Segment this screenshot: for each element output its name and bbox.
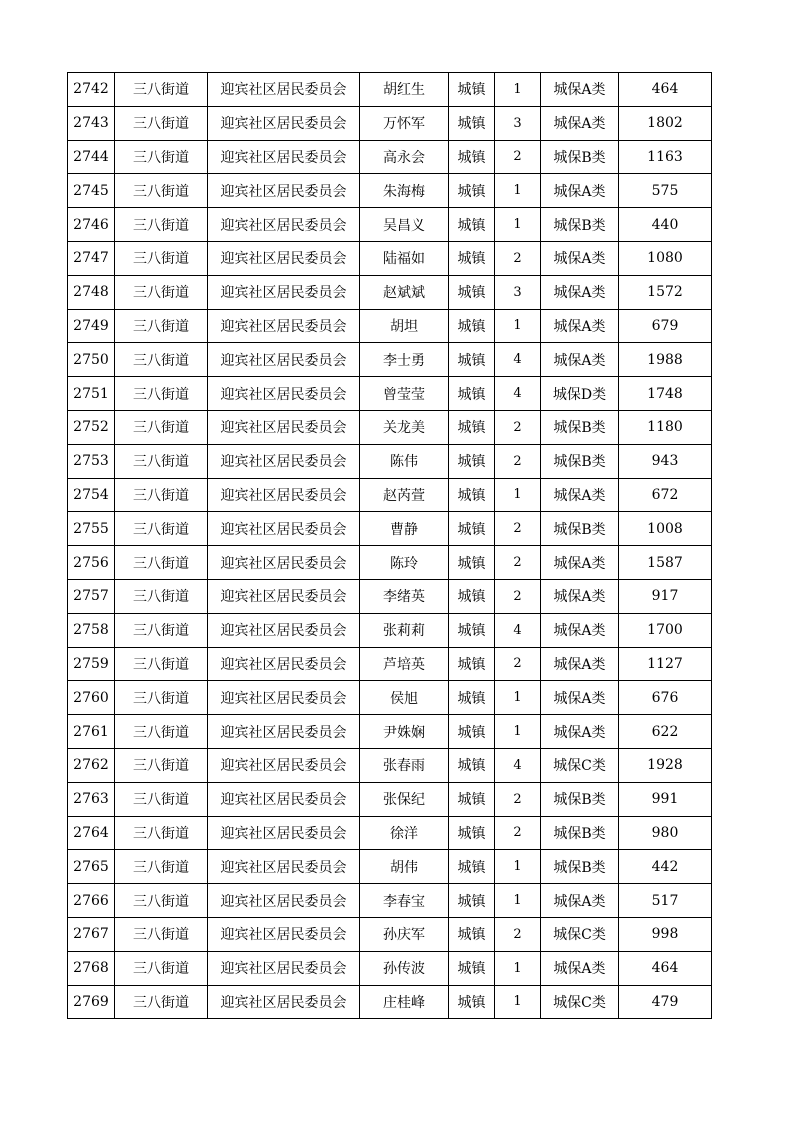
amount-cell: 991: [619, 782, 712, 816]
area-type-cell: 城镇: [449, 782, 495, 816]
street-cell: 三八街道: [115, 748, 208, 782]
table-row: [68, 951, 712, 985]
area-type-cell: 城镇: [449, 884, 495, 918]
area-type-cell: 城镇: [449, 140, 495, 174]
household-count-cell: 1: [495, 850, 541, 884]
person-name-cell: 徐洋: [360, 816, 449, 850]
amount-cell: 1587: [619, 546, 712, 580]
table-row: [68, 985, 712, 1019]
street-cell: 三八街道: [115, 850, 208, 884]
household-count-cell: 2: [495, 546, 541, 580]
table-row: [68, 917, 712, 951]
person-name-cell: 赵斌斌: [360, 275, 449, 309]
household-count-cell: 4: [495, 343, 541, 377]
household-count-cell: 1: [495, 715, 541, 749]
area-type-cell: 城镇: [449, 309, 495, 343]
area-type-cell: 城镇: [449, 985, 495, 1019]
record-id-cell: 2745: [68, 174, 115, 208]
area-type-cell: 城镇: [449, 579, 495, 613]
amount-cell: 622: [619, 715, 712, 749]
household-count-cell: 1: [495, 951, 541, 985]
table-row: [68, 241, 712, 275]
area-type-cell: 城镇: [449, 444, 495, 478]
area-type-cell: 城镇: [449, 512, 495, 546]
committee-cell: 迎宾社区居民委员会: [208, 985, 360, 1019]
category-cell: 城保A类: [541, 647, 619, 681]
committee-cell: 迎宾社区居民委员会: [208, 275, 360, 309]
record-id-cell: 2762: [68, 748, 115, 782]
household-count-cell: 4: [495, 613, 541, 647]
committee-cell: 迎宾社区居民委员会: [208, 884, 360, 918]
category-cell: 城保C类: [541, 985, 619, 1019]
category-cell: 城保A类: [541, 73, 619, 107]
table-row: [68, 546, 712, 580]
category-cell: 城保A类: [541, 275, 619, 309]
category-cell: 城保A类: [541, 884, 619, 918]
category-cell: 城保A类: [541, 174, 619, 208]
person-name-cell: 陆福如: [360, 241, 449, 275]
street-cell: 三八街道: [115, 343, 208, 377]
category-cell: 城保A类: [541, 478, 619, 512]
committee-cell: 迎宾社区居民委员会: [208, 748, 360, 782]
record-id-cell: 2751: [68, 377, 115, 411]
area-type-cell: 城镇: [449, 613, 495, 647]
household-count-cell: 2: [495, 410, 541, 444]
person-name-cell: 高永会: [360, 140, 449, 174]
household-count-cell: 2: [495, 579, 541, 613]
person-name-cell: 关龙美: [360, 410, 449, 444]
household-count-cell: 1: [495, 309, 541, 343]
category-cell: 城保A类: [541, 951, 619, 985]
person-name-cell: 陈伟: [360, 444, 449, 478]
street-cell: 三八街道: [115, 816, 208, 850]
street-cell: 三八街道: [115, 309, 208, 343]
table-row: [68, 174, 712, 208]
category-cell: 城保B类: [541, 410, 619, 444]
committee-cell: 迎宾社区居民委员会: [208, 478, 360, 512]
table-row: [68, 512, 712, 546]
table-row: [68, 275, 712, 309]
area-type-cell: 城镇: [449, 681, 495, 715]
street-cell: 三八街道: [115, 884, 208, 918]
committee-cell: 迎宾社区居民委员会: [208, 343, 360, 377]
area-type-cell: 城镇: [449, 377, 495, 411]
person-name-cell: 胡红生: [360, 73, 449, 107]
street-cell: 三八街道: [115, 546, 208, 580]
record-id-cell: 2769: [68, 985, 115, 1019]
person-name-cell: 孙传波: [360, 951, 449, 985]
category-cell: 城保A类: [541, 613, 619, 647]
street-cell: 三八街道: [115, 917, 208, 951]
area-type-cell: 城镇: [449, 73, 495, 107]
street-cell: 三八街道: [115, 208, 208, 242]
area-type-cell: 城镇: [449, 715, 495, 749]
street-cell: 三八街道: [115, 782, 208, 816]
amount-cell: 1127: [619, 647, 712, 681]
record-id-cell: 2763: [68, 782, 115, 816]
street-cell: 三八街道: [115, 377, 208, 411]
person-name-cell: 尹姝娴: [360, 715, 449, 749]
record-id-cell: 2747: [68, 241, 115, 275]
category-cell: 城保C类: [541, 917, 619, 951]
table-row: [68, 444, 712, 478]
household-count-cell: 2: [495, 512, 541, 546]
record-id-cell: 2750: [68, 343, 115, 377]
amount-cell: 1572: [619, 275, 712, 309]
household-count-cell: 2: [495, 782, 541, 816]
amount-cell: 442: [619, 850, 712, 884]
record-id-cell: 2742: [68, 73, 115, 107]
person-name-cell: 万怀军: [360, 106, 449, 140]
committee-cell: 迎宾社区居民委员会: [208, 546, 360, 580]
amount-cell: 679: [619, 309, 712, 343]
record-id-cell: 2746: [68, 208, 115, 242]
area-type-cell: 城镇: [449, 850, 495, 884]
record-id-cell: 2748: [68, 275, 115, 309]
amount-cell: 676: [619, 681, 712, 715]
category-cell: 城保A类: [541, 309, 619, 343]
amount-cell: 1008: [619, 512, 712, 546]
category-cell: 城保A类: [541, 106, 619, 140]
category-cell: 城保C类: [541, 748, 619, 782]
table-row: [68, 782, 712, 816]
area-type-cell: 城镇: [449, 546, 495, 580]
household-count-cell: 2: [495, 140, 541, 174]
street-cell: 三八街道: [115, 106, 208, 140]
area-type-cell: 城镇: [449, 275, 495, 309]
street-cell: 三八街道: [115, 613, 208, 647]
category-cell: 城保A类: [541, 681, 619, 715]
record-id-cell: 2756: [68, 546, 115, 580]
household-count-cell: 2: [495, 816, 541, 850]
record-id-cell: 2753: [68, 444, 115, 478]
amount-cell: 1163: [619, 140, 712, 174]
person-name-cell: 张保纪: [360, 782, 449, 816]
amount-cell: 464: [619, 73, 712, 107]
amount-cell: 998: [619, 917, 712, 951]
street-cell: 三八街道: [115, 410, 208, 444]
area-type-cell: 城镇: [449, 951, 495, 985]
committee-cell: 迎宾社区居民委员会: [208, 715, 360, 749]
committee-cell: 迎宾社区居民委员会: [208, 782, 360, 816]
amount-cell: 1928: [619, 748, 712, 782]
street-cell: 三八街道: [115, 715, 208, 749]
category-cell: 城保A类: [541, 343, 619, 377]
category-cell: 城保B类: [541, 782, 619, 816]
amount-cell: 1748: [619, 377, 712, 411]
area-type-cell: 城镇: [449, 478, 495, 512]
table-row: [68, 681, 712, 715]
record-id-cell: 2743: [68, 106, 115, 140]
amount-cell: 464: [619, 951, 712, 985]
record-id-cell: 2759: [68, 647, 115, 681]
category-cell: 城保B类: [541, 816, 619, 850]
amount-cell: 1802: [619, 106, 712, 140]
committee-cell: 迎宾社区居民委员会: [208, 512, 360, 546]
table-row: [68, 647, 712, 681]
household-count-cell: 4: [495, 748, 541, 782]
committee-cell: 迎宾社区居民委员会: [208, 410, 360, 444]
street-cell: 三八街道: [115, 444, 208, 478]
street-cell: 三八街道: [115, 140, 208, 174]
record-id-cell: 2765: [68, 850, 115, 884]
category-cell: 城保B类: [541, 140, 619, 174]
household-count-cell: 1: [495, 681, 541, 715]
area-type-cell: 城镇: [449, 241, 495, 275]
person-name-cell: 吴昌义: [360, 208, 449, 242]
amount-cell: 1988: [619, 343, 712, 377]
household-count-cell: 1: [495, 73, 541, 107]
street-cell: 三八街道: [115, 478, 208, 512]
committee-cell: 迎宾社区居民委员会: [208, 613, 360, 647]
household-count-cell: 1: [495, 478, 541, 512]
record-id-cell: 2755: [68, 512, 115, 546]
person-name-cell: 庄桂峰: [360, 985, 449, 1019]
table-row: [68, 748, 712, 782]
table-row: [68, 73, 712, 107]
person-name-cell: 陈玲: [360, 546, 449, 580]
table-row: [68, 140, 712, 174]
amount-cell: 980: [619, 816, 712, 850]
committee-cell: 迎宾社区居民委员会: [208, 73, 360, 107]
household-count-cell: 2: [495, 241, 541, 275]
record-id-cell: 2757: [68, 579, 115, 613]
category-cell: 城保B类: [541, 444, 619, 478]
category-cell: 城保A类: [541, 546, 619, 580]
street-cell: 三八街道: [115, 512, 208, 546]
amount-cell: 1080: [619, 241, 712, 275]
amount-cell: 575: [619, 174, 712, 208]
record-id-cell: 2758: [68, 613, 115, 647]
committee-cell: 迎宾社区居民委员会: [208, 377, 360, 411]
area-type-cell: 城镇: [449, 647, 495, 681]
street-cell: 三八街道: [115, 174, 208, 208]
table-row: [68, 410, 712, 444]
record-id-cell: 2752: [68, 410, 115, 444]
record-id-cell: 2744: [68, 140, 115, 174]
area-type-cell: 城镇: [449, 748, 495, 782]
category-cell: 城保A类: [541, 715, 619, 749]
household-count-cell: 3: [495, 275, 541, 309]
committee-cell: 迎宾社区居民委员会: [208, 951, 360, 985]
person-name-cell: 芦培英: [360, 647, 449, 681]
area-type-cell: 城镇: [449, 816, 495, 850]
committee-cell: 迎宾社区居民委员会: [208, 681, 360, 715]
household-count-cell: 1: [495, 884, 541, 918]
street-cell: 三八街道: [115, 985, 208, 1019]
committee-cell: 迎宾社区居民委员会: [208, 309, 360, 343]
street-cell: 三八街道: [115, 241, 208, 275]
person-name-cell: 张莉莉: [360, 613, 449, 647]
category-cell: 城保A类: [541, 241, 619, 275]
table-row: [68, 884, 712, 918]
category-cell: 城保B类: [541, 850, 619, 884]
household-count-cell: 3: [495, 106, 541, 140]
committee-cell: 迎宾社区居民委员会: [208, 816, 360, 850]
household-count-cell: 2: [495, 444, 541, 478]
amount-cell: 672: [619, 478, 712, 512]
record-id-cell: 2767: [68, 917, 115, 951]
person-name-cell: 孙庆军: [360, 917, 449, 951]
table-row: [68, 478, 712, 512]
household-count-cell: 1: [495, 208, 541, 242]
committee-cell: 迎宾社区居民委员会: [208, 444, 360, 478]
area-type-cell: 城镇: [449, 343, 495, 377]
amount-cell: 1700: [619, 613, 712, 647]
household-count-cell: 2: [495, 647, 541, 681]
person-name-cell: 朱海梅: [360, 174, 449, 208]
committee-cell: 迎宾社区居民委员会: [208, 241, 360, 275]
record-id-cell: 2754: [68, 478, 115, 512]
person-name-cell: 曹静: [360, 512, 449, 546]
table-row: [68, 377, 712, 411]
street-cell: 三八街道: [115, 579, 208, 613]
category-cell: 城保D类: [541, 377, 619, 411]
committee-cell: 迎宾社区居民委员会: [208, 208, 360, 242]
person-name-cell: 赵芮萱: [360, 478, 449, 512]
person-name-cell: 胡伟: [360, 850, 449, 884]
person-name-cell: 胡坦: [360, 309, 449, 343]
record-id-cell: 2764: [68, 816, 115, 850]
street-cell: 三八街道: [115, 275, 208, 309]
amount-cell: 917: [619, 579, 712, 613]
amount-cell: 943: [619, 444, 712, 478]
amount-cell: 1180: [619, 410, 712, 444]
area-type-cell: 城镇: [449, 208, 495, 242]
record-id-cell: 2749: [68, 309, 115, 343]
table-row: [68, 208, 712, 242]
category-cell: 城保B类: [541, 512, 619, 546]
person-name-cell: 张春雨: [360, 748, 449, 782]
committee-cell: 迎宾社区居民委员会: [208, 140, 360, 174]
table-row: [68, 579, 712, 613]
household-count-cell: 1: [495, 174, 541, 208]
person-name-cell: 李士勇: [360, 343, 449, 377]
table-row: [68, 343, 712, 377]
category-cell: 城保B类: [541, 208, 619, 242]
area-type-cell: 城镇: [449, 106, 495, 140]
record-id-cell: 2766: [68, 884, 115, 918]
table-row: [68, 850, 712, 884]
record-id-cell: 2761: [68, 715, 115, 749]
table-row: [68, 715, 712, 749]
person-name-cell: 李绪英: [360, 579, 449, 613]
table-row: [68, 106, 712, 140]
street-cell: 三八街道: [115, 73, 208, 107]
committee-cell: 迎宾社区居民委员会: [208, 174, 360, 208]
household-count-cell: 2: [495, 917, 541, 951]
person-name-cell: 李春宝: [360, 884, 449, 918]
table-row: [68, 816, 712, 850]
committee-cell: 迎宾社区居民委员会: [208, 579, 360, 613]
household-count-cell: 1: [495, 985, 541, 1019]
record-id-cell: 2760: [68, 681, 115, 715]
area-type-cell: 城镇: [449, 917, 495, 951]
person-name-cell: 曾莹莹: [360, 377, 449, 411]
record-id-cell: 2768: [68, 951, 115, 985]
amount-cell: 440: [619, 208, 712, 242]
table-body: [68, 73, 712, 1019]
street-cell: 三八街道: [115, 681, 208, 715]
category-cell: 城保A类: [541, 579, 619, 613]
committee-cell: 迎宾社区居民委员会: [208, 106, 360, 140]
household-count-cell: 4: [495, 377, 541, 411]
table-row: [68, 613, 712, 647]
street-cell: 三八街道: [115, 647, 208, 681]
amount-cell: 517: [619, 884, 712, 918]
area-type-cell: 城镇: [449, 174, 495, 208]
street-cell: 三八街道: [115, 951, 208, 985]
committee-cell: 迎宾社区居民委员会: [208, 850, 360, 884]
assistance-table: [67, 72, 712, 1019]
area-type-cell: 城镇: [449, 410, 495, 444]
table-row: [68, 309, 712, 343]
person-name-cell: 侯旭: [360, 681, 449, 715]
committee-cell: 迎宾社区居民委员会: [208, 647, 360, 681]
amount-cell: 479: [619, 985, 712, 1019]
committee-cell: 迎宾社区居民委员会: [208, 917, 360, 951]
